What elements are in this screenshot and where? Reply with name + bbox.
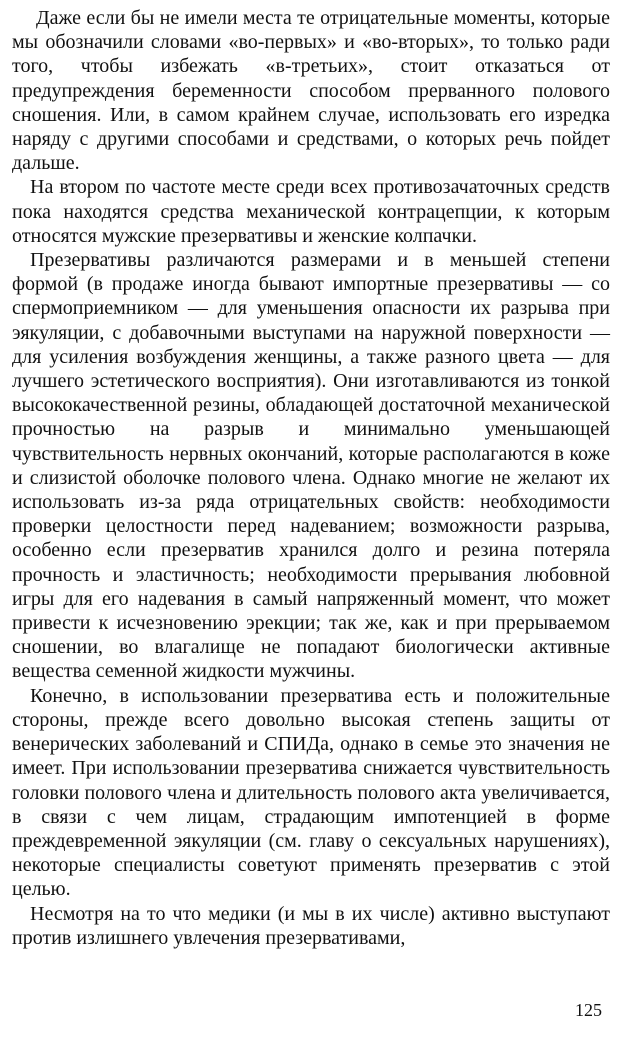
paragraph-3: Презервативы различаются размерами и в меньшей степени формой (в продаже иногда бывают импортные презервативы — со спермоприемником — для уменьшения опасности их разрыва при эякуляции, с добавочными выступами на наружной поверхности — для усиления возбуждения женщины, а также разного цвета — для лучшего эстетического восприятия). Они изготавливаются из тонкой высококачественной резины, обладающей достаточной механической прочностью на разрыв и минимально уменьшающей чувствительность нервных окончаний, которые располагаются в коже и слизистой оболочке полового члена. Однако многие не желают их использовать из-за ряда отрицательных свойств: необходимости проверки целостности перед надеванием; возможности разрыва, особенно если презерватив хранился долго и резина потеряла прочность и эластичность; необходимости прерывания любовной игры для его надевания в самый напряженный момент, что может привести к исчезновению эрекции; так же, как и при прерываемом сношении, во влагалище не попадают биологически активные вещества семенной жидкости мужчины. xyxy=(12,249,610,683)
paragraph-1: Даже если бы не имели места те отрицательные моменты, которые мы обозначили словами «во-первых» и «во-вторых», то только ради того, чтобы избежать «в-третьих», стоит отказаться от предупреждения беременности способом прерванного полового сношения. Или, в самом крайнем случае, использовать его изредка наряду с другими способами и средствами, о которых речь пойдет дальше. xyxy=(12,7,610,175)
paragraph-5: Несмотря на то что медики (и мы в их числе) активно выступают против излишнего увлечения презервативами, xyxy=(12,902,610,949)
paragraph-4: Конечно, в использовании презерватива есть и положительные стороны, прежде всего довольно высокая степень защиты от венерических заболеваний и СПИДа, однако в семье это значения не имеет. При использовании презерватива снижается чувствительность головки полового члена и длительность полового акта увеличивается, в связи с чем лицам, страдающим импотенцией в форме преждевременной эякуляции (см. главу о сексуальных нарушениях), некоторые специалисты советуют применять презерватив с этой целью. xyxy=(12,684,610,901)
page-number: 125 xyxy=(575,1000,602,1020)
body-text xyxy=(12,6,610,950)
paragraph-2: На втором по частоте месте среди всех противозачаточных средств пока находятся средства механической контрацепции, к которым относятся мужские презервативы и женские колпачки. xyxy=(12,176,610,247)
